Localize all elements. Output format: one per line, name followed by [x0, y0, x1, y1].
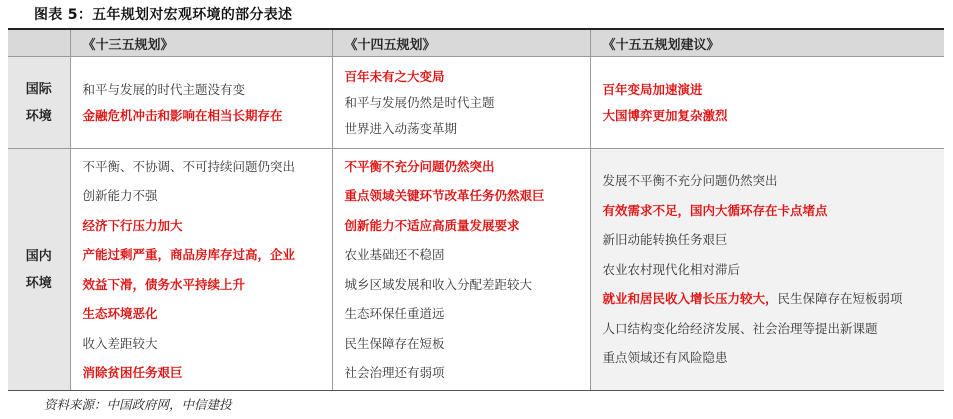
cell-dom-15th — [590, 149, 944, 391]
plain-line: 发展不平衡不充分问题仍然突出 — [602, 173, 778, 189]
source-note: 资料来源：中国政府网，中信建投 — [44, 397, 232, 412]
highlighted-line: 效益下滑，债务水平持续上升 — [82, 276, 246, 292]
plain-line: 民生保障存在短板 — [344, 335, 445, 351]
highlighted-line: 消除贫困任务艰巨 — [82, 365, 183, 380]
row-international — [8, 57, 944, 149]
highlighted-line: 金融危机冲击和影响在相当长期存在 — [82, 107, 283, 123]
highlighted-line: 创新能力不适应高质量发展要求 — [344, 217, 520, 233]
plain-line: 新旧动能转换任务艰巨 — [602, 232, 728, 248]
plain-line: 城乡区域发展和收入分配差距较大 — [344, 276, 533, 292]
header-14th-plan — [332, 30, 590, 57]
plain-text: 民生保障存在短板弱项 — [777, 291, 903, 307]
highlighted-line: 生态环境恶化 — [82, 306, 158, 321]
five-year-plan-table — [8, 30, 944, 391]
plain-line: 不平衡、不协调、不可持续问题仍突出 — [82, 158, 296, 174]
plain-line: 和平与发展仍然是时代主题 — [344, 94, 495, 110]
highlighted-line: 百年未有之大变局 — [344, 68, 445, 84]
cell-dom-13th — [70, 149, 332, 391]
table-caption: 图表 5：五年规划对宏观环境的部分表述 — [34, 7, 293, 23]
plain-line: 农业农村现代化相对滞后 — [602, 261, 741, 277]
plain-line: 收入差距较大 — [82, 335, 158, 351]
header-14th-label: 《十四五规划》 — [344, 37, 436, 53]
highlighted-text: 就业和居民收入增长压力较大， — [602, 291, 778, 307]
row-label-international — [8, 57, 70, 149]
row-label-line: 环境 — [25, 275, 52, 291]
cell-dom-14th — [332, 149, 590, 391]
header-15th-label: 《十五五规划建议》 — [602, 37, 720, 53]
plain-line: 社会治理还有弱项 — [344, 365, 445, 380]
row-label-line: 国内 — [25, 248, 52, 264]
header-blank — [8, 30, 70, 57]
cell-intl-13th — [70, 57, 332, 149]
row-label-domestic — [8, 149, 70, 391]
plain-line: 创新能力不强 — [82, 188, 158, 203]
highlighted-line: 经济下行压力加大 — [82, 217, 183, 233]
highlighted-line: 有效需求不足，国内大循环存在卡点堵点 — [602, 202, 828, 218]
cell-intl-14th — [332, 57, 590, 149]
highlighted-line: 产能过剩严重，商品房库存过高，企业 — [82, 247, 296, 262]
plain-line: 人口结构变化给经济发展、社会治理等提出新课题 — [602, 320, 878, 336]
highlighted-line: 大国博弈更加复杂激烈 — [602, 107, 728, 123]
highlighted-line: 重点领域关键环节改革任务仍然艰巨 — [344, 188, 545, 203]
header-13th-plan — [70, 30, 332, 57]
highlighted-line: 不平衡不充分问题仍然突出 — [344, 158, 495, 174]
header-row — [8, 30, 944, 57]
row-domestic — [8, 149, 944, 391]
row-label-line: 环境 — [25, 108, 52, 124]
plain-line: 和平与发展的时代主题没有变 — [82, 81, 246, 97]
cell-line — [603, 284, 945, 314]
highlighted-line: 百年变局加速演进 — [602, 81, 703, 97]
cell-intl-15th — [590, 57, 944, 149]
plain-line: 世界进入动荡变革期 — [344, 120, 458, 136]
header-13th-label: 《十三五规划》 — [82, 37, 174, 53]
plain-line: 重点领域还有风险隐患 — [602, 350, 728, 366]
plain-line: 生态环保任重道远 — [344, 306, 445, 321]
row-label-line: 国际 — [25, 81, 52, 97]
header-15th-plan — [590, 30, 944, 57]
plain-line: 农业基础还不稳固 — [344, 247, 445, 262]
